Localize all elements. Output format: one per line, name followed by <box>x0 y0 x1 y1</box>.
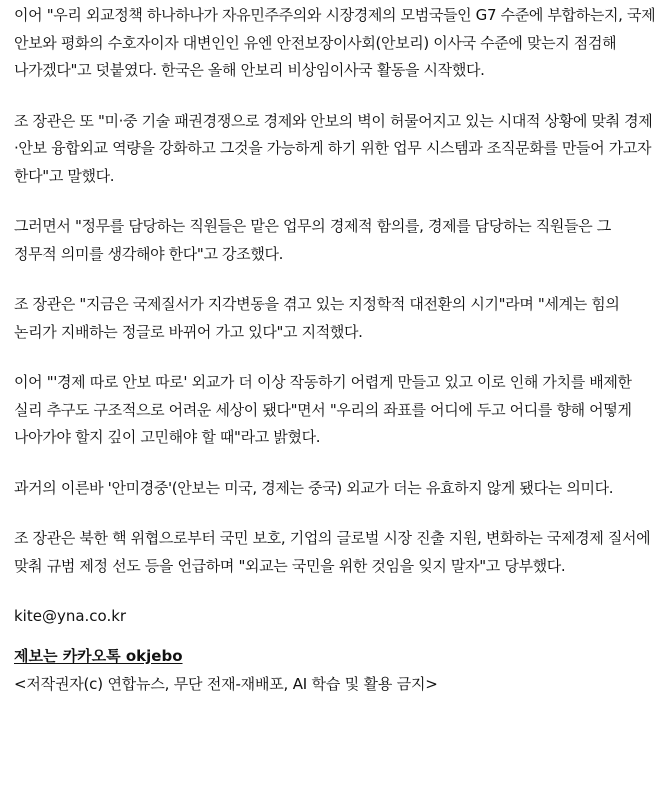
article-paragraph-5: 이어 "'경제 따로 안보 따로' 외교가 더 이상 작동하기 어렵게 만들고 있고 이로 인해 가치를 배제한 실리 추구도 구조적으로 어려운 세상이 됐다"면서 "우리의 좌표를 어디에 두고 어디를 향해 어떻게 나아가야 할지 깊이 고민해야 할 때"라고 밝혔다. <box>14 373 632 446</box>
article-paragraph-7: 조 장관은 북한 핵 위협으로부터 국민 보호, 기업의 글로벌 시장 진출 지원, 변화하는 국제경제 질서에 맞춰 규범 제정 선도 등을 언급하며 "외교는 국민을 위한 것임을 잊지 말자"고 당부했다. <box>14 529 651 575</box>
article-paragraph-4: 조 장관은 "지금은 국제질서가 지각변동을 겪고 있는 지정학적 대전환의 시기"라며 "세계는 힘의 논리가 지배하는 정글로 바뀌어 가고 있다"고 지적했다. <box>14 295 620 341</box>
copyright-notice: <저작권자(c) 연합뉴스, 무단 전재-재배포, AI 학습 및 활용 금지> <box>14 674 438 693</box>
article-paragraph-6: 과거의 이른바 '안미경중'(안보는 미국, 경제는 중국) 외교가 더는 유효하지 않게 됐다는 의미다. <box>14 478 614 497</box>
reporter-email: kite@yna.co.kr <box>14 607 127 625</box>
article-paragraph-2: 조 장관은 또 "미·중 기술 패권경쟁으로 경제와 안보의 벽이 허물어지고 있는 시대적 상황에 맞춰 경제·안보 융합외교 역량을 강화하고 그것을 가능하게 하기 위한 업무 시스템과 조직문화를 만들어 가고자 한다"고 말했다. <box>14 111 653 185</box>
news-tip-line <box>14 645 656 667</box>
article-paragraph-1: 이어 "우리 외교정책 하나하나가 자유민주주의와 시장경제의 모범국들인 G7 수준에 부합하는지, 국제 안보와 평화의 수호자이자 대변인인 유엔 안전보장이사회(안보리) 이사국 수준에 맞는지 점검해 나가겠다"고 덧붙였다. 한국은 올해 안보리 비상임이사국 활동을 시작했다. <box>14 6 656 79</box>
news-tip-link[interactable]: 제보는 카카오톡 okjebo <box>14 646 183 665</box>
article-paragraph-3: 그러면서 "정무를 담당하는 직원들은 맡은 업무의 경제적 함의를, 경제를 담당하는 직원들은 그 정무적 의미를 생각해야 한다"고 강조했다. <box>14 217 611 263</box>
